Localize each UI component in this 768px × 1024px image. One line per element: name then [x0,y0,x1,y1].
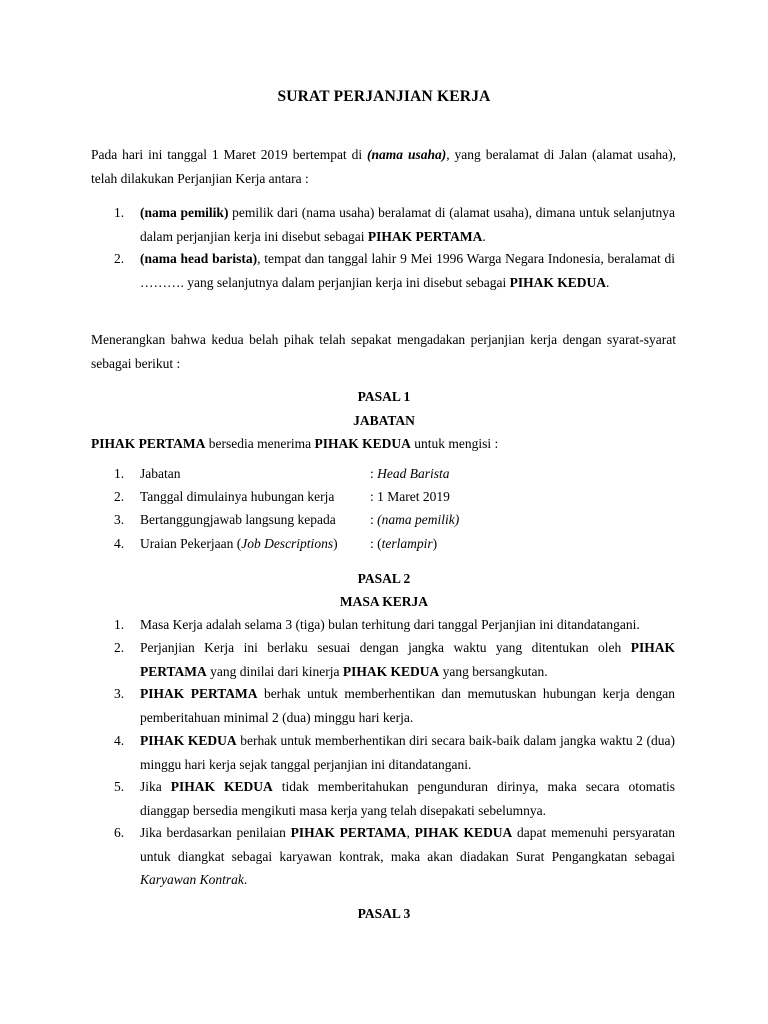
statement-paragraph: Menerangkan bahwa kedua belah pihak telah sepakat mengadakan perjanjian kerja dengan syarat-syarat sebagai berikut : [91,332,676,371]
term-item-3 [140,682,675,729]
intro-text: Pada hari ini tanggal 1 Maret 2019 bertempat di [91,147,368,162]
party-role: PIHAK KEDUA [509,274,607,290]
party-text: pemilik dari (nama usaha) beralamat di (alamat usaha), dimana untuk selanjutnya dalam perjanjian kerja ini disebut sebagai [140,205,675,244]
article-3-heading: PASAL 3 [357,906,411,921]
item-text: Perjanjian Kerja ini berlaku sesuai dengan jangka waktu yang ditentukan oleh [140,640,631,655]
list-number: 2. [114,640,125,655]
party-role: PIHAK KEDUA [414,825,513,840]
term-item-4 [140,729,675,776]
item-text: Jika [140,779,171,794]
item-text-end: . [243,872,248,887]
list-number: 4. [114,733,125,748]
label-end: ) [333,536,338,551]
owner-name: (nama pemilik) [140,205,229,220]
job-title-value: Head Barista [377,466,450,481]
list-number: 1. [114,205,125,220]
job-description-value: terlampir [381,536,433,551]
item-text: yang bersangkutan. [439,663,548,679]
party-role: PIHAK KEDUA [342,663,440,679]
party-role: PIHAK PERTAMA [140,640,675,679]
job-row-label: Tanggal dimulainya hubungan kerja [140,489,335,504]
label-italic: Job Descriptions [241,536,334,551]
lead-text-end: untuk mengisi : [410,436,499,451]
party-text-end: . [482,228,486,244]
label-text: Uraian Pekerjaan ( [140,536,242,551]
party-role: PIHAK KEDUA [170,779,273,794]
colon: : [370,466,378,481]
item-text: dapat memenuhi persyaratan untuk diangkat sebagai karyawan kontrak, maka akan diadakan Surat Pengangkatan sebagai [140,825,675,864]
list-number: 6. [114,825,125,840]
list-number: 5. [114,779,125,794]
party-role: PIHAK KEDUA [140,733,237,748]
start-date-value: 1 Maret 2019 [377,489,450,504]
colon: : [370,489,378,504]
list-number: 2. [114,489,125,504]
article-1-subheading: JABATAN [353,413,415,428]
party-text: , tempat dan tanggal lahir 9 Mei 1996 Warga Negara Indonesia, beralamat di ………. yang selanjutnya dalam perjanjian kerja ini disebut sebagai [140,251,675,290]
term-item-5 [140,775,675,822]
item-text: Jika berdasarkan penilaian [140,825,291,840]
colon: : [370,536,378,551]
paren-open: ( [377,536,382,551]
article-1-lead [91,436,498,452]
party-role: PIHAK PERTAMA [140,686,258,701]
job-row-label [140,536,338,552]
list-number: 3. [114,686,125,701]
list-number: 4. [114,536,125,551]
item-text: berhak untuk memberhentikan dan memutuskan hubungan kerja dengan pemberitahuan minimal 2 (dua) minggu hari kerja. [140,686,675,725]
term-item-2 [140,636,675,683]
item-text: , [406,825,415,840]
party-role: PIHAK KEDUA [314,436,411,451]
barista-name: (nama head barista) [140,251,258,266]
contract-term: Karyawan Kontrak [140,872,244,887]
item-text: berhak untuk memberhentikan diri secara baik-baik dalam jangka waktu 2 (dua) minggu hari kerja sejak tanggal perjanjian ini ditandatangani. [140,733,675,772]
document-title: SURAT PERJANJIAN KERJA [277,88,491,105]
colon: : [370,512,378,527]
job-row-value [370,536,437,552]
paren-close: ) [432,536,438,551]
item-text: yang dinilai dari kinerja [206,663,343,679]
job-row-label: Jabatan [140,466,181,481]
article-2-subheading: MASA KERJA [339,594,429,609]
intro-business-name: (nama usaha) [367,147,447,162]
lead-text: bersedia menerima [205,436,315,451]
party-role: PIHAK PERTAMA [367,228,483,244]
term-item-6 [140,821,675,892]
list-number: 1. [114,617,125,632]
list-number: 2. [114,251,125,266]
list-number: 3. [114,512,125,527]
supervisor-value: (nama pemilik) [377,512,460,527]
party-text-end: . [606,274,610,290]
party-role: PIHAK PERTAMA [290,825,407,840]
item-text: tidak memberitahukan pengunduran dirinya, maka secara otomatis dianggap bersedia mengikuti masa kerja yang telah disepakati sebelumnya. [140,779,675,818]
party-first [140,201,675,248]
list-number: 1. [114,466,125,481]
job-row-value [370,489,450,505]
article-2-heading: PASAL 2 [357,571,411,586]
job-row-value [370,466,450,482]
article-1-heading: PASAL 1 [357,389,411,404]
intro-text-end: , yang beralamat di Jalan (alamat usaha), telah dilakukan Perjanjian Kerja antara : [91,147,676,186]
job-row-value [370,512,459,528]
party-role: PIHAK PERTAMA [91,436,206,451]
intro-paragraph [91,143,676,190]
party-second [140,247,675,294]
term-item-1: Masa Kerja adalah selama 3 (tiga) bulan terhitung dari tanggal Perjanjian ini ditandatangani. [140,617,640,632]
job-row-label: Bertanggungjawab langsung kepada [140,512,336,527]
